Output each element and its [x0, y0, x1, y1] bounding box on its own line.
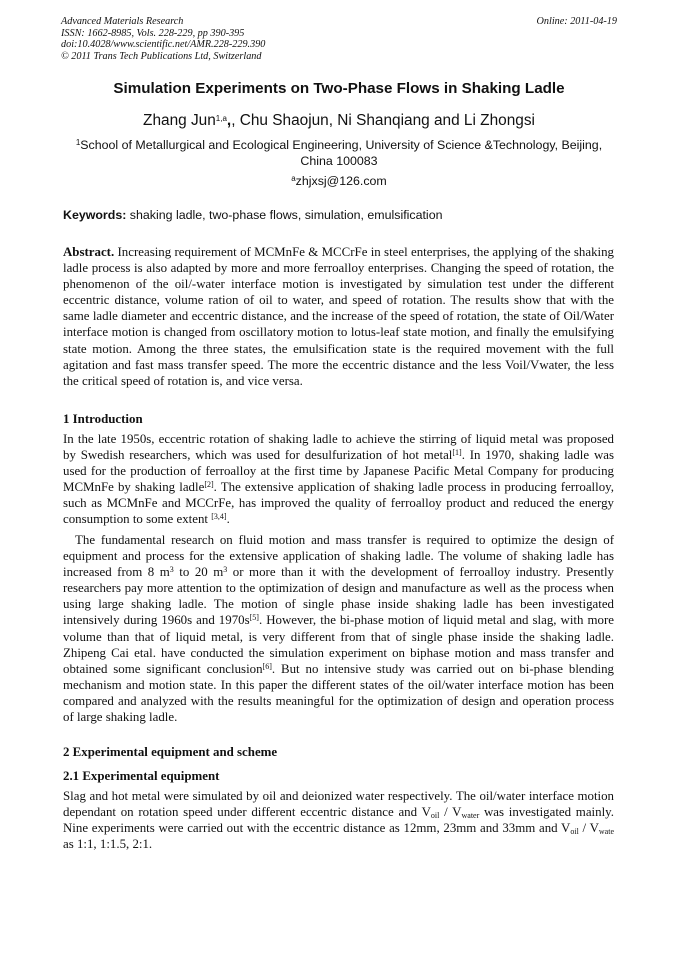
experimental-paragraph [63, 788, 614, 852]
citation-ref: [6] [262, 661, 272, 671]
keywords-label: Keywords: [63, 208, 127, 222]
subsection-heading-equipment: 2.1 Experimental equipment [63, 769, 220, 783]
intro1-text-d: . [226, 512, 230, 527]
exp-text-e: as 1:1, 1:1.5, 2:1. [63, 837, 153, 852]
abstract-text: Increasing requirement of MCMnFe & MCCrFe in steel enterprises, the applying of the shaking ladle process is also adapted by more and more ferroalloy enterprises. Changing the speed of rotation, the phenomenon of the oil/-water interface motion is investigated by simulation test under the different eccentric distance, volume ration of oil to water, and speed of rotation. The results show that with the same ladle diameter and eccentric distance, and the increase of the speed of rotation, the state of Oil/Water interface motion is changed from oscillatory motion to lotus-leaf state motion, and finally the emulsifying state motion. Among the three states, the emulsification state is the required movement with the full agitation and fast mass transfer speed. The more the eccentric distance and the less Voil/Vwater, the less the critical speed of rotation is, and vice versa. [63, 245, 614, 388]
issn-line: ISSN: 1662-8985, Vols. 228-229, pp 390-395 [61, 27, 245, 39]
abstract-label: Abstract. [63, 245, 115, 259]
keywords [63, 208, 618, 222]
unit-superscript: 3 [169, 565, 174, 575]
intro-paragraph-2 [63, 532, 614, 725]
author-others: , Ni Shanqiang and Li Zhongsi [328, 112, 535, 129]
intro-paragraph-1 [63, 431, 614, 528]
section-heading-experimental: 2 Experimental equipment and scheme [63, 745, 278, 759]
affiliation [66, 138, 612, 169]
intro1-text-b: . In 1970, shaking ladle was used for the production of ferroalloy at the first time by Japanese Pacific Metal Company for producing MCMnFe by shaking ladle [63, 448, 614, 495]
journal-header [61, 16, 617, 62]
copyright-line: © 2011 Trans Tech Publications Ltd, Switzerland [61, 50, 262, 62]
author-names [231, 112, 535, 129]
journal-name: Advanced Materials Research [61, 16, 184, 27]
intro2-text-d: . However, the bi-phase motion of liquid metal and slag, with more volume than that of liquid metal, is very different from that of single phase inside the shaking ladle. Zhipeng Cai etal. have conducted the simulation experiment on biphase motion and mass transfer and obtained some significant conclusion [63, 613, 614, 676]
intro1-text-c: . The extensive application of shaking ladle process in producing ferroalloy, such as MCMnFe and MCCrFe, has improved the quality of ferroalloy product and reduced the energy consumption to some extent [63, 480, 614, 527]
author-email [40, 174, 638, 188]
affiliation-superscript: 1 [75, 138, 81, 147]
citation-ref: [5] [249, 613, 259, 623]
email-text: zhjxsj@126.com [295, 174, 387, 188]
intro2-text-a: The fundamental research on fluid motion and mass transfer is required to optimize the design of equipment and process for the extensive application of shaking ladle. The volume of shaking ladle has increased from 8 m [63, 533, 614, 580]
citation-ref: [3,4] [211, 512, 227, 522]
author-list [40, 112, 638, 130]
author-name: Zhang Jun [143, 112, 216, 129]
intro2-text-e: . But no intensive study was carried out on bi-phase blending mechanism and motion state. In this paper the different states of the oil/water interface motion has been compared and analyzed with the results meaningful for the optimization of design and operation process of large shaking ladle. [63, 661, 614, 725]
exp-text-a: Slag and hot metal were simulated by oil and deionized water respectively. The oil/water interface motion dependant on rotation speed under different eccentric distance and V [63, 789, 614, 820]
exp-text-b: / V [439, 805, 462, 820]
keywords-text: shaking ladle, two-phase flows, simulation, emulsification [126, 208, 443, 222]
intro2-text-b: to 20 m [173, 565, 224, 580]
doi-line: doi:10.4028/www.scientific.net/AMR.228-229.390 [61, 39, 266, 50]
section-heading-introduction: 1 Introduction [63, 412, 143, 426]
subscript: oil [430, 811, 440, 821]
subscript: oil [570, 827, 579, 837]
citation-ref: [1] [452, 448, 462, 458]
online-date: Online: 2011-04-19 [536, 16, 617, 27]
unit-superscript: 3 [223, 565, 228, 575]
exp-text-c: was investigated mainly. Nine experiments were carried out with the eccentric distance as 12mm, 23mm and 33mm and V [63, 805, 614, 836]
intro1-text-a: In the late 1950s, eccentric rotation of shaking ladle to achieve the stirring of liquid metal was proposed by Swedish researchers, which was used for desulfurization of hot metal [63, 432, 614, 463]
paper-title: Simulation Experiments on Two-Phase Flows in Shaking Ladle [113, 80, 565, 97]
author-separator: , [226, 112, 232, 129]
exp-text-d: / V [578, 821, 599, 836]
email-superscript: a [291, 174, 296, 183]
subscript: wate [598, 827, 614, 837]
author-superscript: 1,a [215, 114, 227, 123]
abstract-paragraph [63, 244, 614, 389]
intro2-text-c: or more than it with the development of ferroalloy industry. Presently researchers pay more attention to the optimization of design and manufacture as well as the process when using large shaking ladle. The motion of single phase inside shaking ladle has been investigated intensively during 1960s and 1970s [63, 565, 614, 628]
subscript: water [461, 811, 480, 821]
citation-ref: [2] [204, 480, 214, 490]
author-chu: , Chu Shaojun [231, 112, 329, 129]
affiliation-text: School of Metallurgical and Ecological Engineering, University of Science &Technology, Beijing, China 100083 [80, 138, 603, 168]
